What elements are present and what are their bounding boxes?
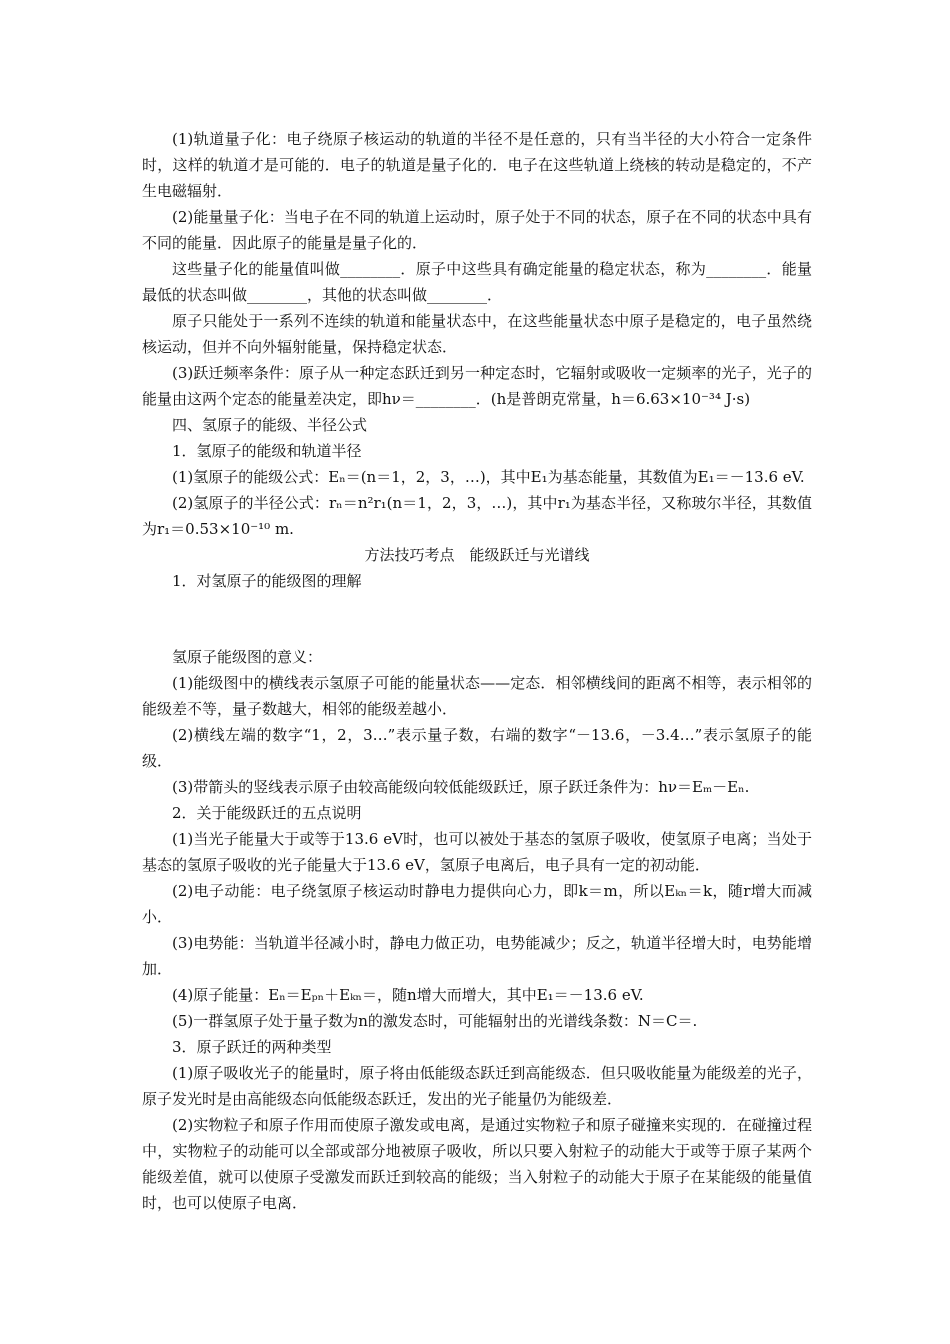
paragraph-photon-absorption: (1)原子吸收光子的能量时，原子将由低能级态跃迁到高能级态．但只吸收能量为能级差的光子，原子发光时是由高能级态向低能级态跃迁，发出的光子能量仍为能级差． (142, 1064, 812, 1108)
paragraph-energy-quantization: (2)能量量子化：当电子在不同的轨道上运动时，原子处于不同的状态，原子在不同的状态中具有不同的能量．因此原子的能量是量子化的． (142, 208, 812, 252)
figure-placeholder (142, 594, 812, 644)
paragraph-atom-energy: (4)原子能量：Eₙ＝Eₚₙ＋Eₖₙ＝，随n增大而增大，其中E₁＝－13.6 eV. (172, 986, 644, 1004)
paragraph-diagram-point-3: (3)带箭头的竖线表示原子由较高能级向较低能级跃迁，原子跃迁条件为：hν＝Eₘ－Eₙ. (172, 778, 750, 796)
paragraph-particle-collision: (2)实物粒子和原子作用而使原子激发或电离，是通过实物粒子和原子碰撞来实现的．在碰撞过程中，实物粒子的动能可以全部或部分地被原子吸收，所以只要入射粒子的动能大于或等于原子某两个能级差值，就可以使原子受激发而跃迁到较高的能级；当入射粒子的动能大于原子在某能级的能量值时，也可以使原子电离． (142, 1116, 812, 1212)
paragraph-orbit-quantization: (1)轨道量子化：电子绕原子核运动的轨道的半径不是任意的，只有当半径的大小符合一定条件时，这样的轨道才是可能的．电子的轨道是量子化的．电子在这些轨道上绕核的转动是稳定的，不产生电磁辐射． (142, 130, 812, 200)
paragraph-potential-energy: (3)电势能：当轨道半径减小时，静电力做正功，电势能减少；反之，轨道半径增大时，电势能增加． (142, 934, 812, 978)
subheading-level-diagram: 1．对氢原子的能级图的理解 (172, 572, 362, 590)
paragraph-spectral-lines: (5)一群氢原子处于量子数为n的激发态时，可能辐射出的光谱线条数：N＝C＝. (172, 1012, 698, 1030)
paragraph-diagram-point-2: (2)横线左端的数字“1，2，3…”表示量子数，右端的数字“－13.6，－3.4…”表示氢原子的能级． (142, 726, 812, 770)
paragraph-diagram-meaning: 氢原子能级图的意义： (172, 648, 323, 666)
paragraph-kinetic-energy: (2)电子动能：电子绕氢原子核运动时静电力提供向心力，即k＝m，所以Eₖₙ＝k，随r增大而减小． (142, 882, 812, 926)
paragraph-ionization: (1)当光子能量大于或等于13.6 eV时，也可以被处于基态的氢原子吸收，使氢原子电离；当处于基态的氢原子吸收的光子能量大于13.6 eV，氢原子电离后，电子具有一定的初动能． (142, 830, 812, 874)
heading-hydrogen-levels: 四、氢原子的能级、半径公式 (172, 416, 368, 434)
paragraph-diagram-point-1: (1)能级图中的横线表示氢原子可能的能量状态——定态．相邻横线间的距离不相等，表示相邻的能级差不等，量子数越大，相邻的能级差越小． (142, 674, 812, 718)
subheading-two-types: 3．原子跃迁的两种类型 (172, 1038, 332, 1056)
paragraph-stationary-states: 原子只能处于一系列不连续的轨道和能量状态中，在这些能量状态中原子是稳定的，电子虽然绕核运动，但并不向外辐射能量，保持稳定状态． (142, 312, 812, 356)
paragraph-energy-formula: (1)氢原子的能级公式：Eₙ＝(n＝1，2，3，…)，其中E₁为基态能量，其数值为E₁＝－13.6 eV. (172, 468, 805, 486)
paragraph-radius-formula: (2)氢原子的半径公式：rₙ＝n²r₁(n＝1，2，3，…)，其中r₁为基态半径，又称玻尔半径，其数值为r₁＝0.53×10⁻¹⁰ m. (142, 494, 812, 538)
paragraph-transition-frequency: (3)跃迁频率条件：原子从一种定态跃迁到另一种定态时，它辐射或吸收一定频率的光子，光子的能量由这两个定态的能量差决定，即hν＝________．(h是普朗克常量，h＝6.63×10⁻³⁴ J·s) (142, 364, 812, 408)
section-title: 方法技巧考点 能级跃迁与光谱线 (364, 546, 590, 564)
subheading-levels-radius: 1．氢原子的能级和轨道半径 (172, 442, 362, 460)
paragraph-energy-levels-blanks: 这些量子化的能量值叫做________．原子中这些具有确定能量的稳定状态，称为________．能量最低的状态叫做________，其他的状态叫做________． (142, 260, 812, 304)
subheading-five-points: 2．关于能级跃迁的五点说明 (172, 804, 362, 822)
